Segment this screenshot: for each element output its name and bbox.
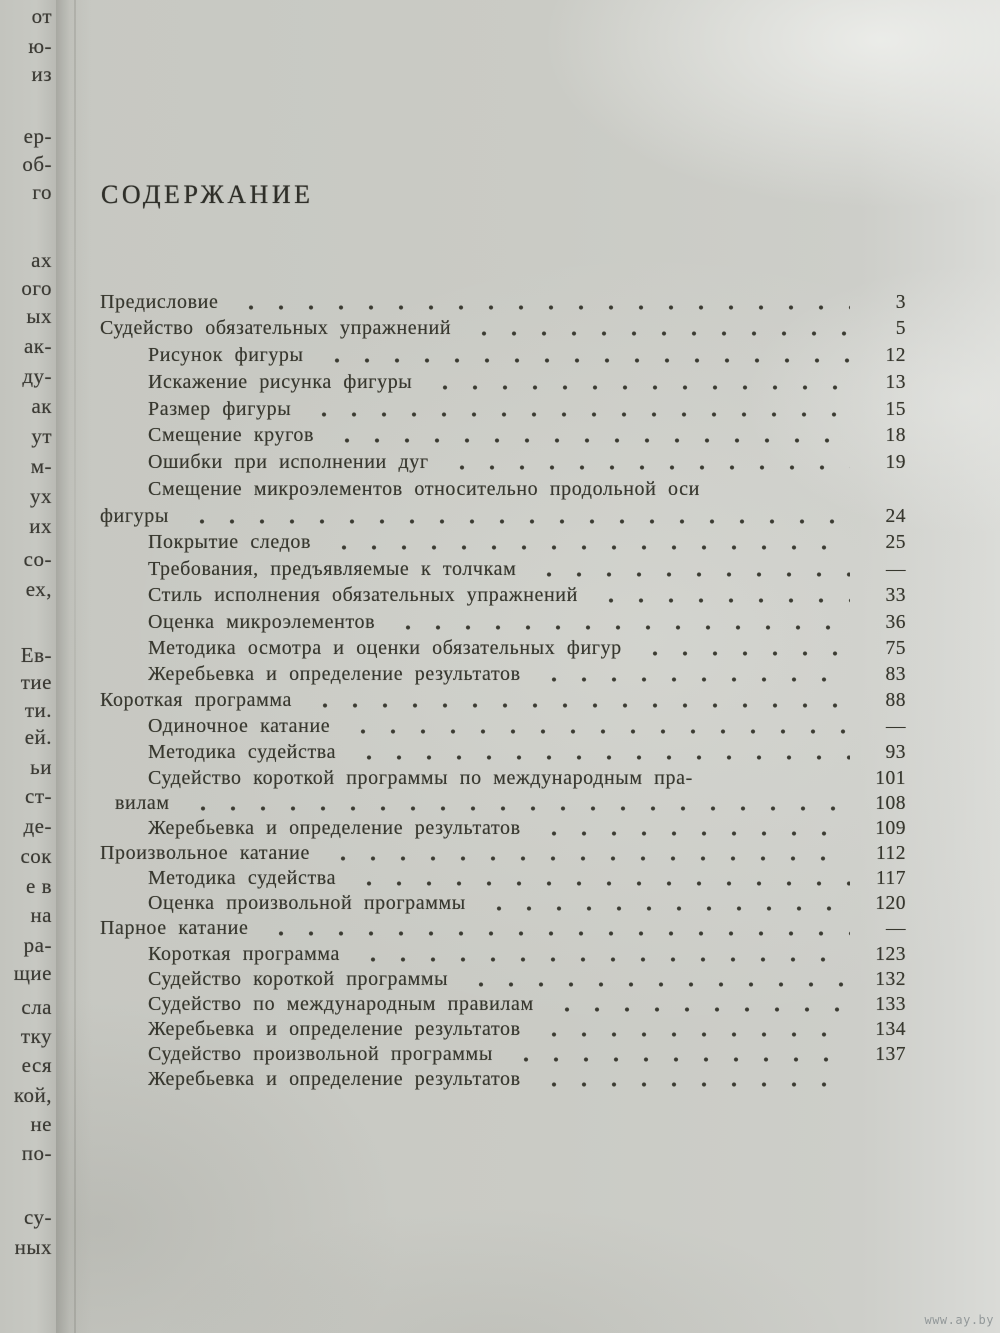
toc-page-number: — [886, 716, 906, 737]
left-page-text-fragment: еся [21, 1053, 52, 1077]
toc-page-number: 88 [885, 690, 906, 711]
dot-leader [350, 870, 850, 890]
toc-entry-text: Судейство по международным правилам [148, 993, 534, 1015]
dot-leader [325, 534, 850, 554]
left-page-text-fragment: не [30, 1112, 52, 1136]
toc-entry-text: Стиль исполнения обязательных упражнений [148, 584, 578, 606]
toc-row [100, 291, 906, 314]
toc-entry-text: Смещение микроэлементов относительно продольной оси [148, 478, 700, 500]
toc-page-number: 120 [875, 893, 906, 914]
dot-leader [714, 481, 850, 501]
left-page-text-fragment: ер- [23, 124, 52, 148]
toc-entry-text: фигуры [100, 505, 169, 527]
toc-entry-text: Судейство короткой программы [148, 968, 449, 990]
toc-entry-text: Короткая программа [148, 943, 340, 965]
toc-entry-text: Судейство короткой программы по международным пра- [148, 767, 693, 789]
toc-entry-text: вилам [115, 792, 170, 814]
dot-leader [306, 692, 850, 712]
dot-leader [350, 744, 850, 764]
toc-entry-text: Методика судейства [148, 741, 337, 763]
dot-leader [507, 1046, 850, 1066]
toc-page-number: 109 [875, 818, 906, 839]
left-page-text-fragment: ьи [30, 755, 52, 779]
toc-row [100, 767, 906, 790]
toc-page-number: 93 [885, 742, 906, 763]
toc-entry-text: Судейство произвольной программы [148, 1043, 493, 1065]
dot-leader [636, 640, 850, 660]
toc-row [100, 1068, 906, 1091]
left-page-text-fragment: ак- [23, 334, 52, 358]
dot-leader [480, 895, 850, 915]
dot-leader [592, 587, 850, 607]
toc-row [100, 741, 906, 764]
toc-page-number: 5 [895, 318, 906, 339]
left-page-text-fragment: ду- [22, 364, 52, 388]
left-page-text-fragment: тие [20, 670, 52, 694]
toc-entry-text: Короткая программа [100, 689, 292, 711]
toc-entry-text: Судейство обязательных упражнений [100, 317, 452, 339]
left-page-text-fragment: ю- [28, 34, 52, 58]
dot-leader [535, 1021, 850, 1041]
toc-page-number: 134 [875, 1019, 906, 1040]
left-page-text-fragment: от [31, 4, 52, 28]
toc-row [100, 505, 906, 528]
toc-page-number: 101 [875, 768, 906, 789]
dot-leader [318, 347, 850, 367]
toc-entry-text: Жеребьевка и определение результатов [148, 817, 521, 839]
toc-page-number: 25 [885, 532, 906, 553]
left-page-text-fragment: Ев- [20, 643, 52, 667]
toc-page-number: 132 [875, 969, 906, 990]
dot-leader [465, 320, 850, 340]
toc-entry-text: Рисунок фигуры [148, 344, 304, 366]
toc-page-number: 13 [885, 372, 906, 393]
toc-row [100, 637, 906, 660]
left-page-text-fragment: е в [26, 874, 52, 898]
toc-row [100, 317, 906, 340]
toc-row [100, 344, 906, 367]
toc-row [100, 1043, 906, 1066]
page-title: СОДЕРЖАНИЕ [101, 180, 314, 209]
toc-row [100, 663, 906, 686]
toc-row [100, 611, 906, 634]
toc-row [100, 968, 906, 991]
dot-leader [707, 770, 850, 790]
toc-row [100, 398, 906, 421]
dot-leader [535, 666, 850, 686]
toc-row [100, 817, 906, 840]
toc-row [100, 792, 906, 815]
toc-entry-text: Произвольное катание [100, 842, 310, 864]
left-page-text-fragment: су- [23, 1205, 52, 1229]
toc-page-number: 19 [885, 452, 906, 473]
left-page-text-fragment: по- [21, 1141, 52, 1165]
left-page-text-fragment: кой, [13, 1083, 52, 1107]
toc-entry-text: Методика осмотра и оценки обязательных фигур [148, 637, 622, 659]
dot-leader [324, 845, 850, 865]
toc-entry-text: Размер фигуры [148, 398, 292, 420]
watermark: www.ay.by [924, 1313, 994, 1327]
left-page-text-fragment: ут [31, 424, 52, 448]
page-crease-line [74, 0, 76, 1333]
dot-leader [443, 454, 850, 474]
left-page-text-fragment: ех, [25, 577, 52, 601]
toc-entry-text: Жеребьевка и определение результатов [148, 1068, 521, 1090]
toc-page-number: 15 [885, 399, 906, 420]
toc-page-number: 117 [875, 868, 906, 889]
left-page-text-fragment: го [32, 180, 52, 204]
toc-page-number: 24 [885, 506, 906, 527]
dot-leader [354, 946, 850, 966]
toc-entry-text: Искажение рисунка фигуры [148, 371, 413, 393]
left-page-text-fragment: на [30, 903, 52, 927]
toc-row [100, 842, 906, 865]
dot-leader [262, 920, 850, 940]
toc-page-number: 18 [885, 425, 906, 446]
left-page-text-fragment: ст- [25, 784, 52, 808]
left-page-text-fragment: об- [22, 152, 52, 176]
toc-entry-text: Покрытие следов [148, 531, 312, 553]
dot-leader [535, 1071, 850, 1091]
dot-leader [530, 561, 850, 581]
toc-row [100, 531, 906, 554]
left-page-text-fragment: ак [31, 394, 52, 418]
toc-page-number: 108 [875, 793, 906, 814]
left-page-text-fragment: ных [14, 1235, 52, 1259]
left-page-text-fragment: тку [20, 1024, 52, 1048]
dot-leader [344, 718, 850, 738]
toc-entry-text: Смещение кругов [148, 424, 315, 446]
toc-row [100, 451, 906, 474]
toc-page-number: — [886, 918, 906, 939]
toc-row [100, 715, 906, 738]
left-page-text-fragment: щие [13, 961, 52, 985]
dot-leader [305, 401, 850, 421]
toc-row [100, 424, 906, 447]
toc-page-number: 112 [875, 843, 906, 864]
left-page-text-fragment: их [29, 514, 52, 538]
left-page-text-fragment: м- [30, 454, 52, 478]
toc-page-number: 133 [875, 994, 906, 1015]
toc-entry-text: Оценка произвольной программы [148, 892, 466, 914]
toc-entry-text: Жеребьевка и определение результатов [148, 1018, 521, 1040]
toc-entry-text: Одиночное катание [148, 715, 331, 737]
left-page-text-fragment: ых [26, 304, 52, 328]
toc-row [100, 558, 906, 581]
toc-page-number: 33 [885, 585, 906, 606]
toc-page-number: 137 [875, 1044, 906, 1065]
toc-entry-text: Оценка микроэлементов [148, 611, 376, 633]
toc-row [100, 584, 906, 607]
left-page-sliver [0, 0, 56, 1333]
left-page-text-fragment: ра- [23, 933, 52, 957]
toc-entry-text: Требования, предъявляемые к толчкам [148, 558, 517, 580]
toc-page-number: 75 [885, 638, 906, 659]
left-page-text-fragment: ей. [24, 725, 52, 749]
toc-entry-text: Предисловие [100, 291, 219, 313]
toc-entry-text: Парное катание [100, 917, 249, 939]
dot-leader [548, 996, 850, 1016]
left-page-text-fragment: со- [23, 547, 52, 571]
dot-leader [426, 374, 850, 394]
left-page-text-fragment: ти. [24, 698, 52, 722]
toc-entry-text: Жеребьевка и определение результатов [148, 663, 521, 685]
left-page-text-fragment: сла [21, 995, 52, 1019]
left-page-text-fragment: ух [30, 484, 52, 508]
dot-leader [328, 427, 850, 447]
left-page-text-fragment: из [31, 62, 52, 86]
toc-row [100, 943, 906, 966]
toc-row [100, 371, 906, 394]
dot-leader [184, 795, 850, 815]
left-page-text-fragment: ах [31, 248, 52, 272]
dot-leader [232, 294, 850, 314]
toc-page-number: 36 [885, 612, 906, 633]
left-page-text-fragment: сок [20, 844, 52, 868]
toc-row [100, 867, 906, 890]
dot-leader [462, 971, 850, 991]
toc-row [100, 917, 906, 940]
toc-row [100, 993, 906, 1016]
left-page-text-fragment: ого [21, 276, 52, 300]
dot-leader [389, 614, 850, 634]
dot-leader [183, 508, 850, 528]
toc-row [100, 1018, 906, 1041]
toc-row [100, 689, 906, 712]
toc-page-number: 3 [895, 292, 906, 313]
toc-page-number: 12 [885, 345, 906, 366]
left-page-text-fragment: де- [23, 814, 52, 838]
toc-row [100, 478, 906, 501]
toc-entry-text: Методика судейства [148, 867, 337, 889]
toc-page-number: 123 [875, 944, 906, 965]
dot-leader [535, 820, 850, 840]
toc-page-number: 83 [885, 664, 906, 685]
toc-page-number: — [886, 559, 906, 580]
toc-row [100, 892, 906, 915]
toc-entry-text: Ошибки при исполнении дуг [148, 451, 429, 473]
